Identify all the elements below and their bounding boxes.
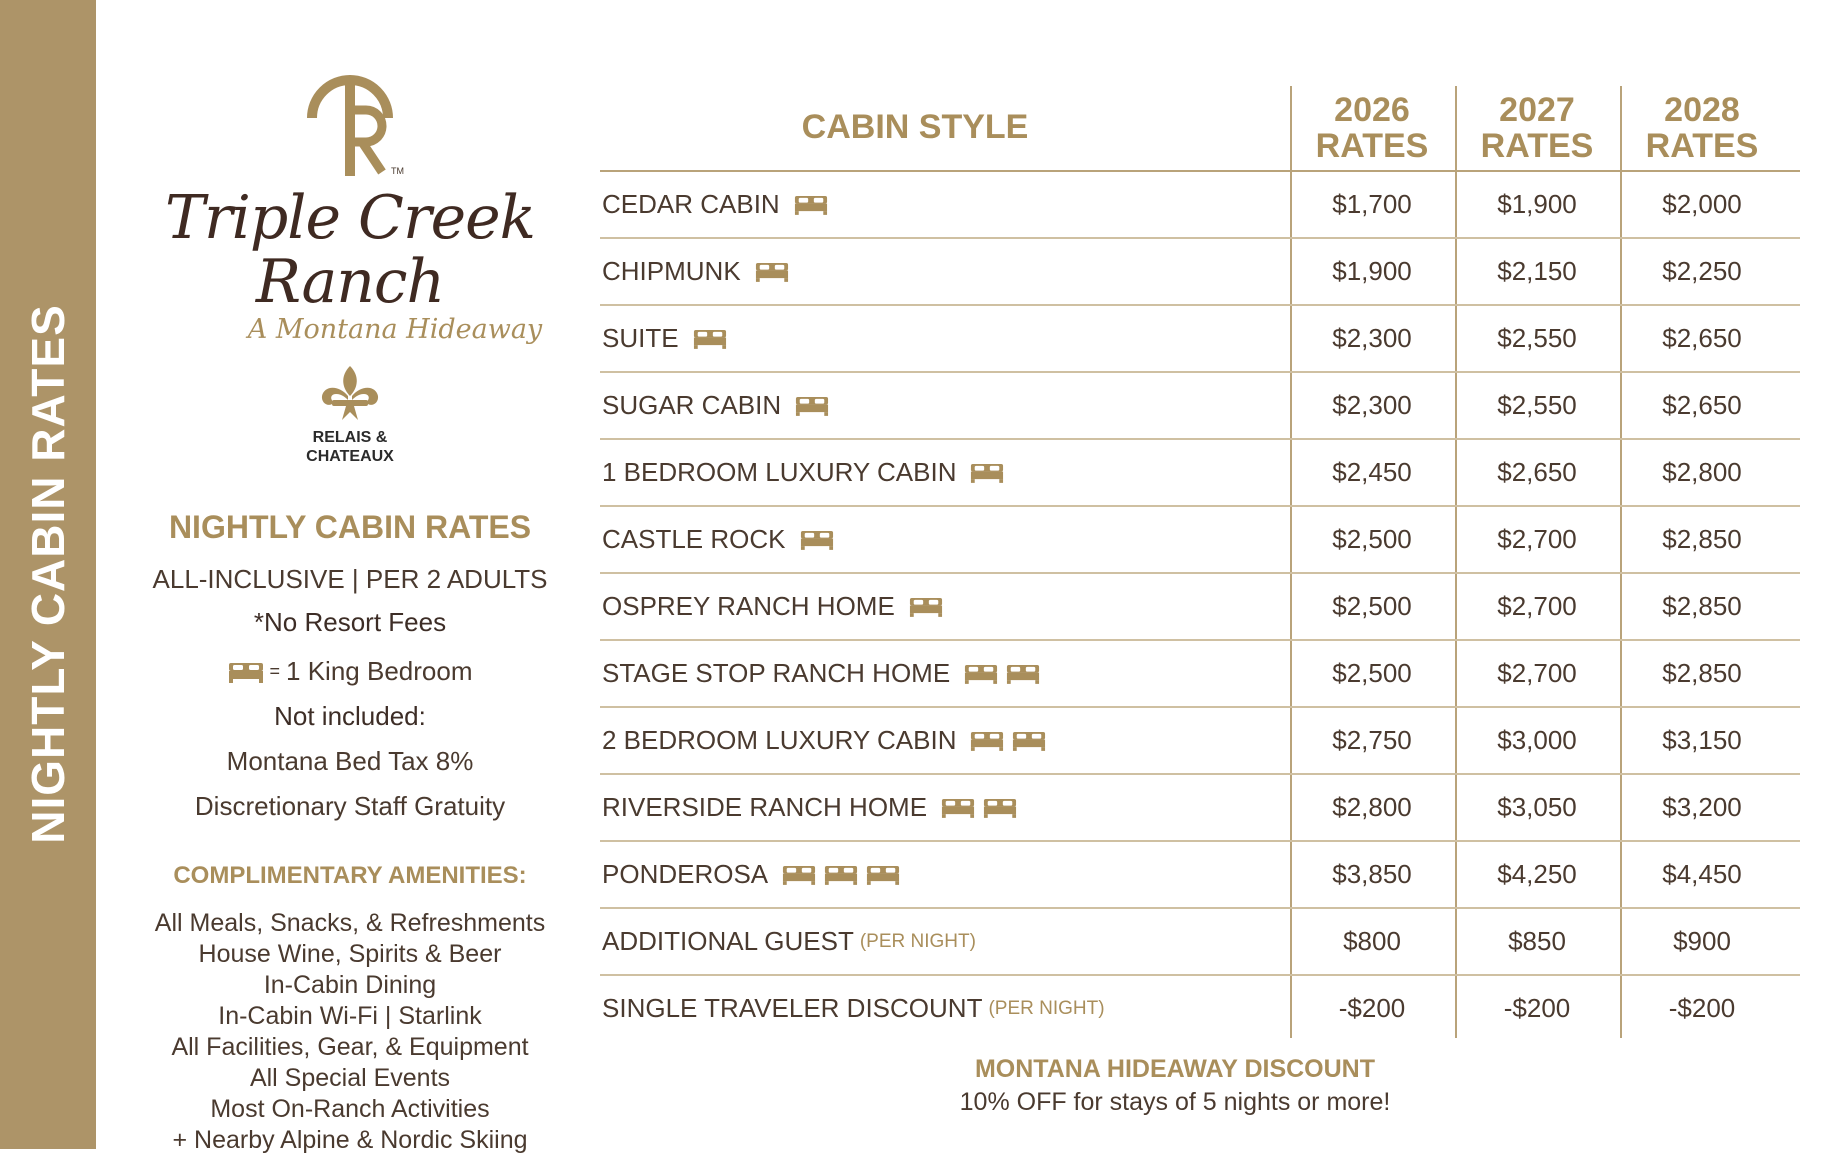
table-row bbox=[600, 239, 1800, 306]
rate-cell: $2,700 bbox=[1497, 591, 1577, 621]
cabin-name-cell bbox=[602, 256, 789, 287]
amenities-title: COMPLIMENTARY AMENITIES: bbox=[173, 862, 527, 889]
table-row bbox=[600, 641, 1800, 708]
cabin-name-cell bbox=[602, 859, 900, 890]
rate-cell: $900 bbox=[1673, 926, 1731, 956]
header-year: 2026 bbox=[1334, 91, 1410, 129]
table-row bbox=[600, 909, 1800, 976]
rate-cell: $2,700 bbox=[1497, 658, 1577, 688]
cabin-note: (PER NIGHT) bbox=[859, 930, 976, 952]
cabin-name: CEDAR CABIN bbox=[602, 189, 780, 219]
rate-cell: $1,900 bbox=[1332, 256, 1412, 286]
bed-icon bbox=[1006, 663, 1040, 684]
rate-cell: $4,250 bbox=[1497, 859, 1577, 889]
sidebar-title: NIGHTLY CABIN RATES bbox=[22, 304, 74, 844]
header-rates-label: RATES bbox=[1645, 127, 1759, 165]
fleur-de-lis-icon bbox=[318, 364, 382, 422]
rate-cell: $2,500 bbox=[1332, 591, 1412, 621]
rates-table bbox=[600, 86, 1800, 1041]
bed-icons bbox=[970, 462, 1004, 483]
rate-cell: $2,500 bbox=[1332, 524, 1412, 554]
table-row bbox=[600, 842, 1800, 909]
rate-cell: $2,000 bbox=[1662, 189, 1742, 219]
rate-cell: $3,200 bbox=[1662, 792, 1742, 822]
info-subtitle: ALL-INCLUSIVE | PER 2 ADULTS bbox=[152, 564, 548, 594]
cabin-name-cell bbox=[602, 993, 1105, 1024]
table-row bbox=[600, 172, 1800, 239]
table-row bbox=[600, 708, 1800, 775]
table-row bbox=[600, 507, 1800, 574]
discount-note bbox=[900, 1055, 1450, 1117]
rate-cell: $800 bbox=[1343, 926, 1401, 956]
table-row bbox=[600, 306, 1800, 373]
rate-cell: $2,500 bbox=[1332, 658, 1412, 688]
discount-title: MONTANA HIDEAWAY DISCOUNT bbox=[974, 1055, 1376, 1083]
rate-cell: $2,300 bbox=[1332, 390, 1412, 420]
rate-cell: $2,850 bbox=[1662, 524, 1742, 554]
bed-icon bbox=[755, 261, 789, 282]
bed-icon bbox=[795, 395, 829, 416]
bed-icons bbox=[755, 261, 789, 282]
rate-cell: $2,450 bbox=[1332, 457, 1412, 487]
cabin-name: SUITE bbox=[602, 323, 679, 353]
header-year-2026 bbox=[1292, 92, 1452, 164]
rate-cell: $2,650 bbox=[1662, 323, 1742, 353]
rate-cell: $3,150 bbox=[1662, 725, 1742, 755]
bed-icon bbox=[800, 529, 834, 550]
rate-cell: $2,150 bbox=[1497, 256, 1577, 286]
cabin-name-cell bbox=[602, 323, 727, 354]
cabin-name: OSPREY RANCH HOME bbox=[602, 591, 895, 621]
table-row bbox=[600, 373, 1800, 440]
bed-icon bbox=[228, 661, 264, 683]
cabin-name-cell bbox=[602, 658, 1040, 689]
bed-icons bbox=[909, 596, 943, 617]
table-row bbox=[600, 976, 1800, 1041]
bed-icon bbox=[909, 596, 943, 617]
rate-cell: $3,050 bbox=[1497, 792, 1577, 822]
bed-icon bbox=[866, 864, 900, 885]
amenities-list bbox=[130, 908, 570, 1156]
header-year-2028 bbox=[1622, 92, 1782, 164]
relais-line-2: CHATEAUX bbox=[306, 448, 394, 465]
cabin-name-cell bbox=[602, 926, 976, 957]
not-included-item: Discretionary Staff Gratuity bbox=[194, 791, 506, 821]
rate-cell: $2,250 bbox=[1662, 256, 1742, 286]
cabin-name: PONDEROSA bbox=[602, 859, 769, 889]
rate-cell: $2,650 bbox=[1662, 390, 1742, 420]
cabin-name: 2 BEDROOM LUXURY CABIN bbox=[602, 725, 957, 755]
rate-cell: $2,550 bbox=[1497, 323, 1577, 353]
info-title: NIGHTLY CABIN RATES bbox=[168, 509, 532, 545]
rate-cell: $2,800 bbox=[1332, 792, 1412, 822]
rate-cell: -$200 bbox=[1503, 993, 1571, 1023]
trademark-mark: TM bbox=[391, 166, 404, 176]
cabin-name-cell bbox=[602, 524, 834, 555]
cabin-note: (PER NIGHT) bbox=[988, 997, 1105, 1019]
header-rates-label: RATES bbox=[1480, 127, 1594, 165]
header-cabin-style: CABIN STYLE bbox=[801, 108, 1029, 146]
cabin-name: RIVERSIDE RANCH HOME bbox=[602, 792, 928, 822]
header-year: 2028 bbox=[1664, 91, 1740, 129]
bed-icon bbox=[970, 730, 1004, 751]
amenity-item: In-Cabin Wi-Fi | Starlink bbox=[218, 1002, 482, 1030]
no-resort-fees: *No Resort Fees bbox=[253, 607, 447, 637]
amenity-item: House Wine, Spirits & Beer bbox=[198, 940, 502, 968]
cabin-name: CHIPMUNK bbox=[602, 256, 741, 286]
header-year: 2027 bbox=[1499, 91, 1575, 129]
amenity-item: All Facilities, Gear, & Equipment bbox=[171, 1033, 529, 1061]
rate-cell: $4,450 bbox=[1662, 859, 1742, 889]
cabin-name-cell bbox=[602, 792, 1017, 823]
rate-cell: $2,550 bbox=[1497, 390, 1577, 420]
bed-icons bbox=[782, 864, 900, 885]
amenity-item: All Special Events bbox=[249, 1064, 451, 1092]
bed-icon bbox=[1012, 730, 1046, 751]
brand-name: Triple Creek Ranch bbox=[164, 183, 536, 317]
bed-icons bbox=[970, 730, 1046, 751]
cabin-name: 1 BEDROOM LUXURY CABIN bbox=[602, 457, 957, 487]
header-year-2027 bbox=[1457, 92, 1617, 164]
rate-cell: $2,700 bbox=[1497, 524, 1577, 554]
cabin-name-cell bbox=[602, 725, 1046, 756]
not-included-item: Montana Bed Tax 8% bbox=[226, 746, 474, 776]
cabin-name-cell bbox=[602, 591, 943, 622]
tcr-monogram-icon bbox=[290, 60, 410, 180]
cabin-name: SINGLE TRAVELER DISCOUNT bbox=[602, 993, 983, 1023]
relais-line-1: RELAIS & bbox=[312, 429, 388, 446]
rate-cell: $2,850 bbox=[1662, 658, 1742, 688]
brand-tagline: A Montana Hideaway bbox=[247, 314, 543, 345]
table-body bbox=[600, 172, 1800, 1041]
header-rates-label: RATES bbox=[1315, 127, 1429, 165]
amenity-item: Most On-Ranch Activities bbox=[210, 1095, 490, 1123]
bed-legend bbox=[130, 656, 570, 687]
rate-cell: $1,900 bbox=[1497, 189, 1577, 219]
table-row bbox=[600, 775, 1800, 842]
rate-cell: $3,850 bbox=[1332, 859, 1412, 889]
rate-cell: $2,800 bbox=[1662, 457, 1742, 487]
rate-cell: $2,850 bbox=[1662, 591, 1742, 621]
rate-cell: $2,750 bbox=[1332, 725, 1412, 755]
rate-cell: $2,300 bbox=[1332, 323, 1412, 353]
cabin-name-cell bbox=[602, 390, 829, 421]
info-column bbox=[130, 60, 570, 1156]
rate-cell: $3,000 bbox=[1497, 725, 1577, 755]
cabin-name: STAGE STOP RANCH HOME bbox=[602, 658, 951, 688]
cabin-name: ADDITIONAL GUEST bbox=[602, 926, 854, 956]
rate-cell: -$200 bbox=[1668, 993, 1736, 1023]
bed-icon bbox=[941, 797, 975, 818]
bed-icon bbox=[693, 328, 727, 349]
bed-icon bbox=[964, 663, 998, 684]
bed-icons bbox=[964, 663, 1040, 684]
rate-cell: -$200 bbox=[1338, 993, 1406, 1023]
table-header bbox=[600, 86, 1800, 172]
bed-icon bbox=[794, 194, 828, 215]
cabin-name-cell bbox=[602, 457, 1004, 488]
sidebar bbox=[0, 0, 96, 1149]
rate-cell: $1,700 bbox=[1332, 189, 1412, 219]
bed-icon bbox=[824, 864, 858, 885]
bed-icon bbox=[782, 864, 816, 885]
bed-icons bbox=[941, 797, 1017, 818]
bed-icons bbox=[795, 395, 829, 416]
cabin-name: CASTLE ROCK bbox=[602, 524, 786, 554]
amenity-item: In-Cabin Dining bbox=[263, 971, 437, 999]
cabin-name-cell bbox=[602, 189, 828, 220]
not-included-label: Not included: bbox=[274, 701, 426, 731]
discount-text: 10% OFF for stays of 5 nights or more! bbox=[959, 1088, 1391, 1116]
table-row bbox=[600, 574, 1800, 641]
bed-icons bbox=[800, 529, 834, 550]
rate-cell: $850 bbox=[1508, 926, 1566, 956]
legend-equals: = bbox=[269, 661, 281, 681]
table-row bbox=[600, 440, 1800, 507]
relais-chateaux-logo bbox=[130, 364, 570, 465]
legend-text: 1 King Bedroom bbox=[286, 656, 473, 686]
bed-icons bbox=[693, 328, 727, 349]
cabin-name: SUGAR CABIN bbox=[602, 390, 782, 420]
amenity-item: + Nearby Alpine & Nordic Skiing bbox=[172, 1126, 528, 1154]
bed-icon bbox=[983, 797, 1017, 818]
bed-icon bbox=[970, 462, 1004, 483]
amenity-item: All Meals, Snacks, & Refreshments bbox=[154, 909, 546, 937]
rate-cell: $2,650 bbox=[1497, 457, 1577, 487]
bed-icons bbox=[794, 194, 828, 215]
